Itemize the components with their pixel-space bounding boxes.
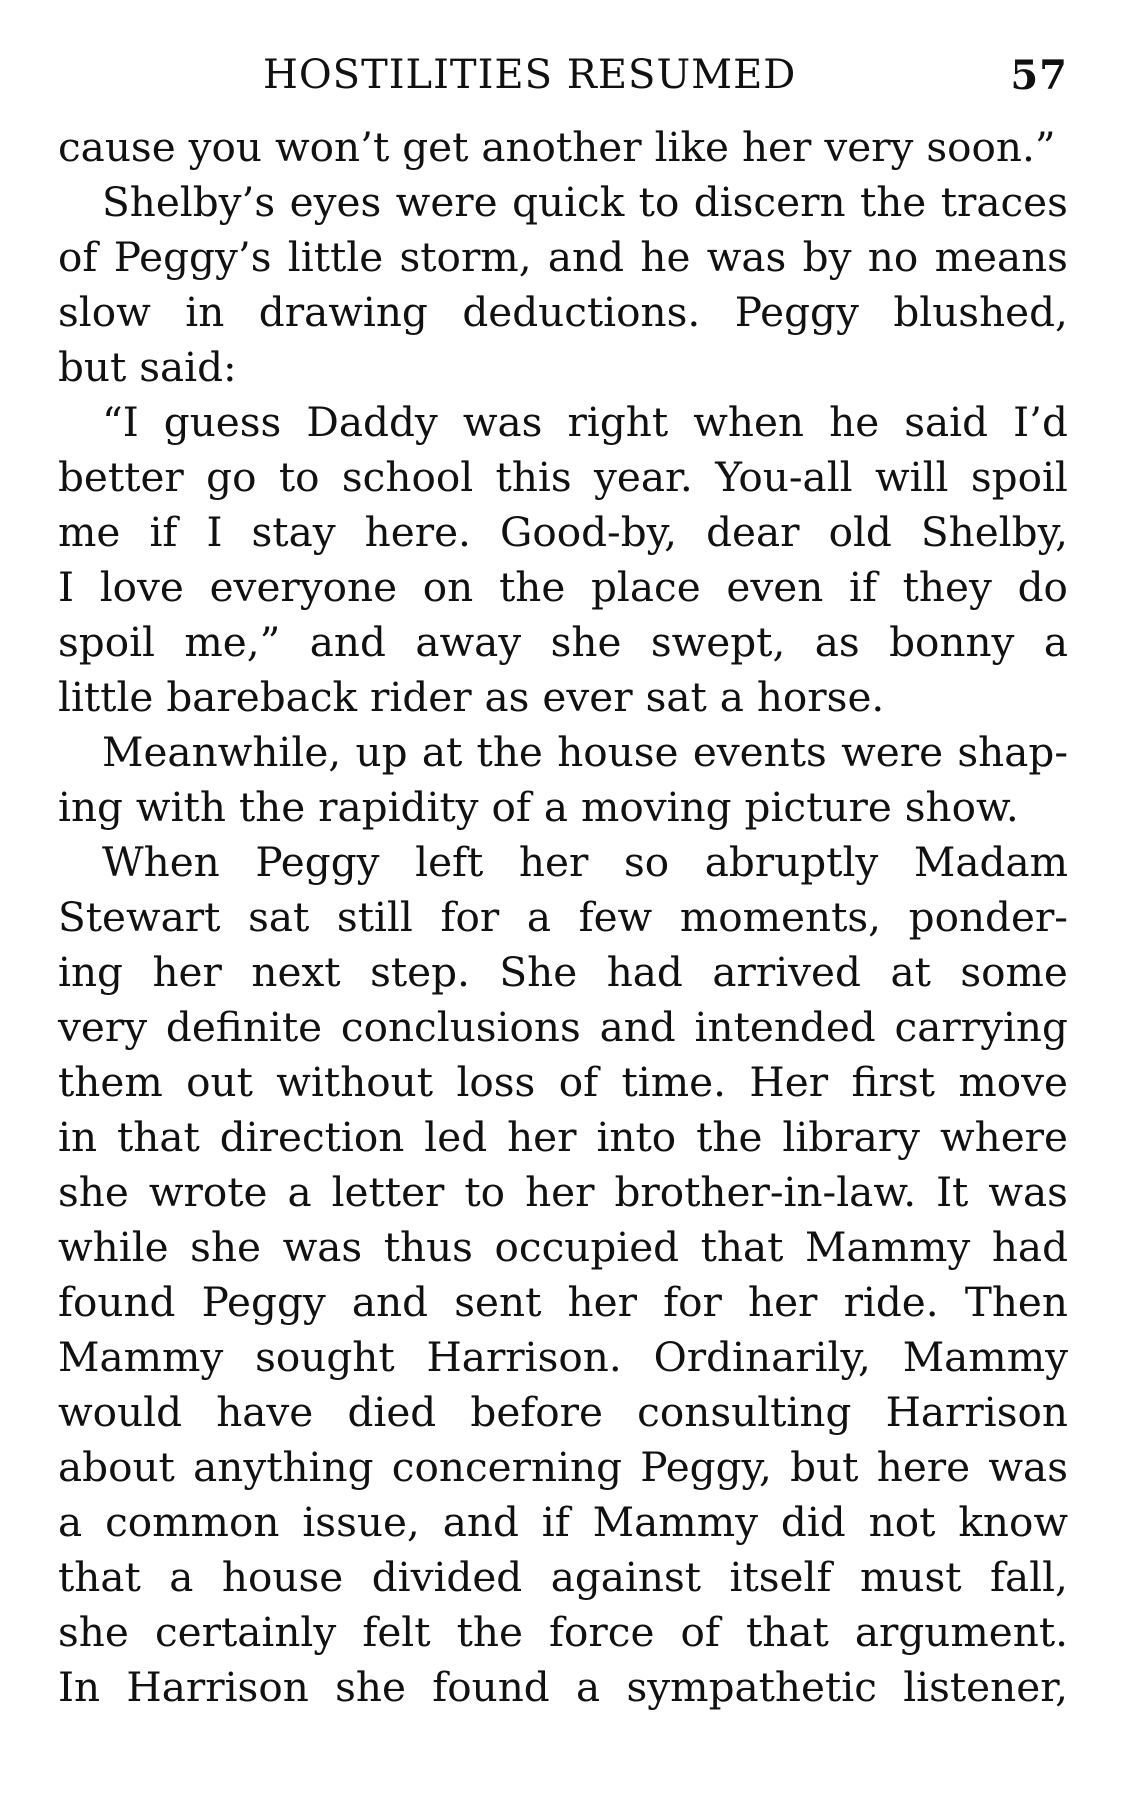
text-line: in that direction led her into the library where xyxy=(58,1113,1068,1161)
text-line: but said: xyxy=(58,343,237,391)
text-line: spoil me,” and away she swept, as bonny a xyxy=(58,618,1068,666)
text-line: “I guess Daddy was right when he said I’d xyxy=(102,398,1068,446)
text-line: while she was thus occupied that Mammy had xyxy=(58,1223,1068,1271)
text-line: she wrote a letter to her brother-in-law. It was xyxy=(58,1168,1068,1216)
text-line: Mammy sought Harrison. Ordinarily, Mammy xyxy=(58,1333,1068,1381)
body-text xyxy=(58,120,1068,1715)
text-line: about anything concerning Peggy, but here was xyxy=(58,1443,1068,1491)
page-number: 57 xyxy=(1010,52,1068,99)
text-line: little bareback rider as ever sat a horse. xyxy=(58,673,885,721)
text-line: very definite conclusions and intended carrying xyxy=(58,1003,1068,1051)
text-line: she certainly felt the force of that argument. xyxy=(58,1608,1068,1656)
text-line: Shelby’s eyes were quick to discern the traces xyxy=(102,178,1068,226)
book-page xyxy=(58,40,1068,1715)
text-line: I love everyone on the place even if they do xyxy=(58,563,1068,611)
text-line: cause you won’t get another like her very soon.” xyxy=(58,123,1056,171)
text-line: When Peggy left her so abruptly Madam xyxy=(102,838,1068,886)
running-header xyxy=(58,40,1068,120)
text-line: ing with the rapidity of a moving picture show. xyxy=(58,783,1019,831)
text-line: would have died before consulting Harrison xyxy=(58,1388,1068,1436)
text-line: slow in drawing deductions. Peggy blushed, xyxy=(58,288,1068,336)
text-line: me if I stay here. Good-by, dear old Shelby, xyxy=(58,508,1068,556)
text-line: a common issue, and if Mammy did not know xyxy=(58,1498,1068,1546)
text-line: In Harrison she found a sympathetic listener, xyxy=(58,1663,1068,1711)
text-line: found Peggy and sent her for her ride. Then xyxy=(58,1278,1068,1326)
text-line: Stewart sat still for a few moments, ponder- xyxy=(58,893,1068,941)
text-line: Meanwhile, up at the house events were shap- xyxy=(102,728,1068,776)
text-line: better go to school this year. You-all will spoil xyxy=(58,453,1068,501)
text-line: that a house divided against itself must fall, xyxy=(58,1553,1068,1601)
chapter-title: HOSTILITIES RESUMED xyxy=(263,52,797,98)
text-line: ing her next step. She had arrived at some xyxy=(58,948,1068,996)
text-line: of Peggy’s little storm, and he was by no means xyxy=(58,233,1068,281)
text-line: them out without loss of time. Her first move xyxy=(58,1058,1068,1106)
